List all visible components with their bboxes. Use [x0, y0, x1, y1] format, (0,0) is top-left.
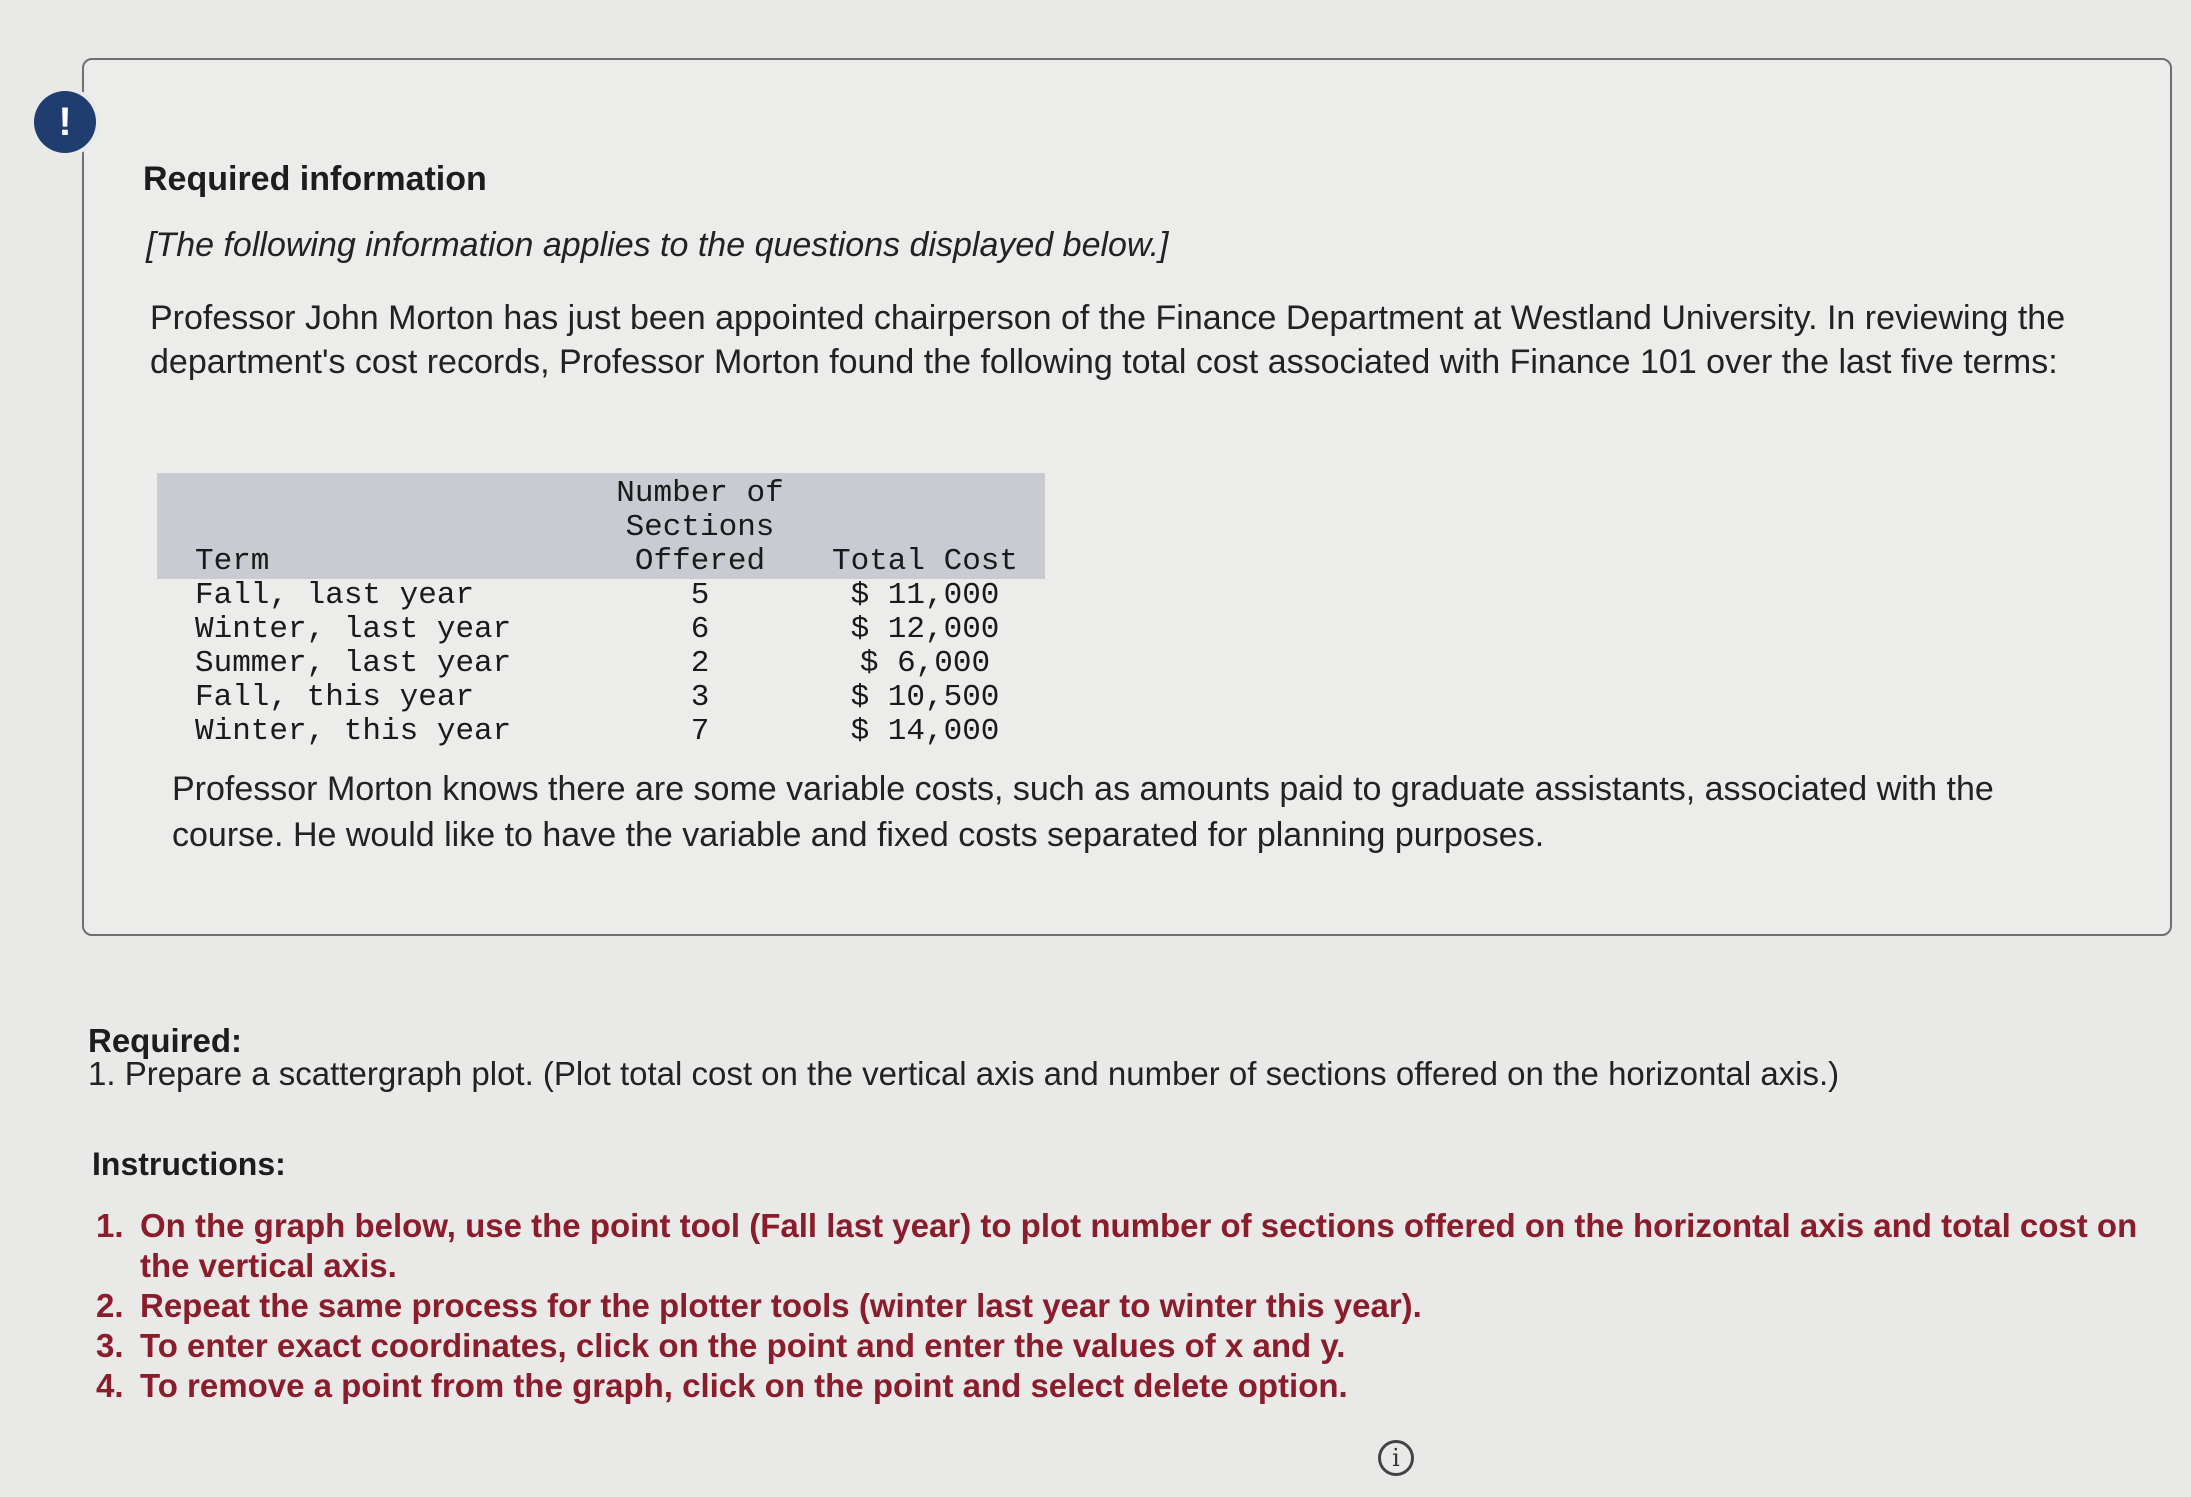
required-information-title: Required information: [143, 160, 487, 198]
instruction-text: Repeat the same process for the plotter tools (winter last year to winter this year).: [140, 1287, 1422, 1324]
cell-cost: $ 6,000: [859, 646, 991, 681]
cell-cost: $ 12,000: [850, 612, 1000, 647]
cell-term: Winter, this year: [195, 714, 512, 749]
cell-cost: $ 14,000: [850, 714, 1000, 749]
instruction-text: On the graph below, use the point tool (Fall last year) to plot number of sections offered on the horizontal axis and total cost on the vertical axis.: [140, 1207, 2138, 1284]
cell-term: Fall, this year: [195, 680, 475, 715]
header-sections-offered: Number of Sections Offered: [595, 473, 805, 579]
alert-icon: !: [34, 91, 96, 153]
instruction-number: 2.: [96, 1287, 124, 1324]
required-item: 1. Prepare a scattergraph plot. (Plot total cost on the vertical axis and number of sections offered on the horizontal axis.): [88, 1055, 1840, 1092]
instruction-text: To enter exact coordinates, click on the point and enter the values of x and y.: [140, 1327, 1346, 1364]
instruction-number: 1.: [96, 1207, 124, 1244]
cell-term: Winter, last year: [195, 612, 512, 647]
table-row: [157, 681, 1045, 715]
instruction-item: [96, 1286, 2176, 1326]
cost-table: [157, 473, 1045, 749]
instructions-title: Instructions:: [92, 1146, 286, 1182]
intro-paragraph: Professor John Morton has just been appointed chairperson of the Finance Department at Westland University. In reviewing the department's cost records, Professor Morton found the following total cost associated with Finance 101 over the last five terms:: [150, 299, 2066, 381]
required-information-subtitle: [The following information applies to the questions displayed below.]: [146, 226, 1169, 264]
required-title: Required:: [88, 1022, 243, 1059]
info-icon[interactable]: i: [1378, 1440, 1414, 1476]
cell-sections: 5: [690, 578, 710, 613]
cell-sections: 2: [690, 646, 710, 681]
table-row: [157, 647, 1045, 681]
table-row: [157, 715, 1045, 749]
cell-cost: $ 10,500: [850, 680, 1000, 715]
cell-term: Summer, last year: [195, 646, 512, 681]
instructions-list: [96, 1206, 2176, 1406]
table-row: [157, 579, 1045, 613]
table-header-row: [157, 473, 1045, 579]
table-row: [157, 613, 1045, 647]
header-term: Term: [157, 473, 595, 579]
cell-sections: 6: [690, 612, 710, 647]
closing-paragraph: Professor Morton knows there are some variable costs, such as amounts paid to graduate assistants, associated with the course. He would like to have the variable and fixed costs separated for planning purposes.: [172, 770, 1994, 854]
header-total-cost: Total Cost: [805, 473, 1045, 579]
instruction-item: [96, 1206, 2176, 1286]
cell-sections: 7: [690, 714, 710, 749]
instruction-text: To remove a point from the graph, click on the point and select delete option.: [140, 1367, 1348, 1404]
instruction-item: [96, 1366, 2176, 1406]
cell-sections: 3: [690, 680, 710, 715]
instruction-number: 3.: [96, 1327, 124, 1364]
instruction-number: 4.: [96, 1367, 124, 1404]
cell-term: Fall, last year: [195, 578, 475, 613]
cell-cost: $ 11,000: [850, 578, 1000, 613]
instruction-item: [96, 1326, 2176, 1366]
